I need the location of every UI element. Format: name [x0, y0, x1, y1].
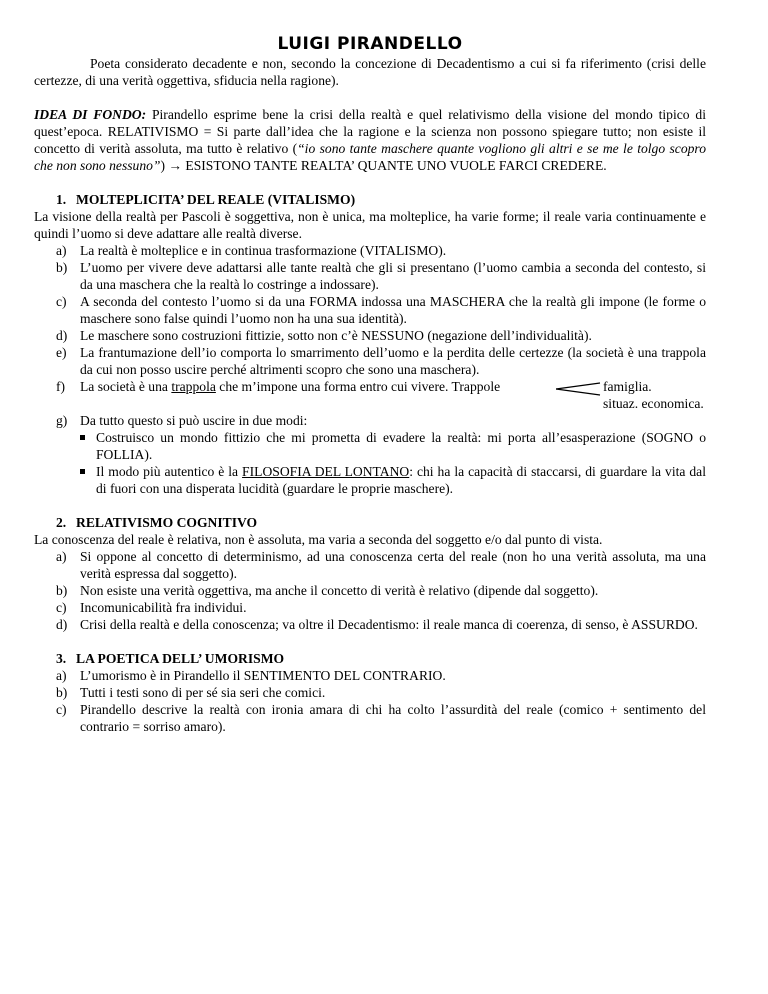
bullet-list	[34, 429, 706, 497]
underlined-term: FILOSOFIA DEL LONTANO	[242, 464, 410, 479]
document-title: LUIGI PIRANDELLO	[277, 34, 463, 54]
branch-lines-icon	[556, 382, 604, 396]
list-item-text: La società è una	[80, 379, 172, 394]
branch-label-famiglia: famiglia.	[603, 379, 652, 394]
list-item	[34, 293, 706, 327]
list-item-text: Da tutto questo si può uscire in due modi:	[80, 413, 308, 428]
section-heading-text: MOLTEPLICITA’ DEL REALE (VITALISMO)	[76, 192, 356, 207]
list-marker: c)	[56, 702, 67, 717]
list-item	[34, 327, 706, 344]
list-marker: b)	[56, 260, 68, 275]
list-item-text: che m’impone una forma entro cui vivere. Trappole	[215, 379, 501, 394]
idea-text-2: ) → ESISTONO TANTE REALTA’ QUANTE UNO VUOLE FARCI CREDERE.	[160, 158, 607, 173]
list-item	[34, 259, 706, 293]
intro-paragraph: Poeta considerato decadente e non, secondo la concezione di Decadentismo a cui si fa riferimento (crisi delle certezze, di una verità oggettiva, sfiducia nella ragione).	[34, 56, 706, 88]
spacer	[34, 497, 706, 514]
list-item	[34, 582, 706, 599]
list-item	[34, 344, 706, 378]
square-bullet-icon	[80, 469, 85, 474]
spacer	[34, 174, 706, 191]
list-item-text: L’umorismo è in Pirandello il SENTIMENTO DEL CONTRARIO.	[80, 668, 446, 683]
bullet-text: Il modo più autentico è la	[96, 464, 243, 479]
list-item-text: A seconda del contesto l’uomo si da una FORMA indossa una MASCHERA che la realtà gli impone (le forme o maschere sono false quindi l’uomo non ha una sua identità).	[80, 294, 706, 326]
list-item-text: La realtà è molteplice e in continua trasformazione (VITALISMO).	[80, 243, 447, 258]
section-number: 3.	[56, 651, 67, 666]
list-marker: d)	[56, 617, 68, 632]
spacer	[34, 633, 706, 650]
section-heading-text: LA POETICA DELL’ UMORISMO	[76, 651, 285, 666]
section-intro-1: La visione della realtà per Pascoli è soggettiva, non è unica, ma molteplice, ha varie forme; il reale varia continuamente e quindi l’uomo si deve adattare alle realtà diverse.	[34, 209, 706, 241]
bullet-text: Costruisco un mondo fittizio che mi prometta di evadere la realtà: mi porta all’esasperazione (SOGNO o FOLLIA).	[96, 430, 706, 462]
list-marker: d)	[56, 328, 68, 343]
list-item-text: Tutti i testi sono di per sé sia seri che comici.	[80, 685, 326, 700]
square-bullet-icon	[80, 435, 85, 440]
underlined-word: trappola	[171, 379, 216, 394]
section-list-1	[34, 242, 706, 429]
list-item-text: Crisi della realtà e della conoscenza; va oltre il Decadentismo: il reale manca di coerenza, di senso, è ASSURDO.	[80, 617, 698, 632]
list-marker: g)	[56, 413, 68, 428]
list-marker: c)	[56, 294, 67, 309]
list-item-text: La frantumazione dell’io comporta lo smarrimento dell’uomo e la perdita delle certezze (la società è una trappola da cui non posso uscire perché altrimenti scopro che sono una maschera).	[80, 345, 706, 377]
list-item	[34, 684, 706, 701]
idea-label: IDEA DI FONDO:	[34, 107, 147, 122]
idea-text-1: Pirandello esprime bene la crisi della realtà e quel relativismo della visione del mondo tipico di quest’epoca. RELATIVISMO = Si parte dall’idea che la ragione e la scienza non possono spiegare tutto; non esiste il concetto di verità assoluta, ma tutto è relativo (	[34, 107, 706, 156]
list-item-text: Non esiste una verità oggettiva, ma anche il concetto di verità è relativo (dipende dal soggetto).	[80, 583, 599, 598]
list-marker: a)	[56, 549, 67, 564]
branch-label-economica: situaz. economica.	[603, 396, 704, 411]
bullet-text: : chi ha la capacità di staccarsi, di guardare la vita dal di fuori con una disperata lucidità (guardare le proprie maschere).	[96, 464, 706, 496]
section-heading-text: RELATIVISMO COGNITIVO	[76, 515, 258, 530]
list-marker: a)	[56, 668, 67, 683]
list-item	[34, 548, 706, 582]
list-item	[34, 701, 706, 735]
list-marker: e)	[56, 345, 67, 360]
list-item-text: L’uomo per vivere deve adattarsi alle tante realtà che gli si presentano (l’uomo cambia a seconda del contesto, si da una maschera che la realtà lo costringe a indossare).	[80, 260, 706, 292]
section-number: 2.	[56, 515, 67, 530]
list-item-text: Le maschere sono costruzioni fittizie, sotto non c’è NESSUNO (negazione dell’individualità).	[80, 328, 592, 343]
list-item	[34, 412, 706, 429]
section-heading-3	[56, 650, 706, 667]
section-number: 1.	[56, 192, 67, 207]
section-intro-2: La conoscenza del reale è relativa, non è assoluta, ma varia a seconda del soggetto e/o dal punto di vista.	[34, 532, 603, 547]
section-heading-2	[56, 514, 706, 531]
idea-paragraph	[34, 106, 706, 174]
section-list-2	[34, 548, 706, 633]
list-item	[34, 599, 706, 616]
list-marker: b)	[56, 583, 68, 598]
idea-quote: “io sono tante maschere quante vogliono gli altri e se me le tolgo scopro che non sono nessuno”	[34, 141, 706, 173]
list-marker: b)	[56, 685, 68, 700]
list-item	[34, 616, 706, 633]
section-heading-1	[56, 191, 706, 208]
list-item-text: Pirandello descrive la realtà con ironia amara di chi ha colto l’assurdità del reale (comico + sentimento del contrario = sorriso amaro).	[80, 702, 706, 734]
bullet-item	[34, 463, 706, 497]
list-item-text: Incomunicabilità fra individui.	[80, 600, 247, 615]
list-item-text: Si oppone al concetto di determinismo, ad una conoscenza certa del reale (non ho una verità assoluta, ma una verità espressa dal soggetto).	[80, 549, 706, 581]
list-item-trappola	[34, 378, 706, 412]
list-item	[34, 667, 706, 684]
list-item	[34, 242, 706, 259]
section-list-3	[34, 667, 706, 735]
list-marker: c)	[56, 600, 67, 615]
spacer	[34, 89, 706, 106]
bullet-item	[34, 429, 706, 463]
list-marker: f)	[56, 379, 66, 394]
list-marker: a)	[56, 243, 67, 258]
